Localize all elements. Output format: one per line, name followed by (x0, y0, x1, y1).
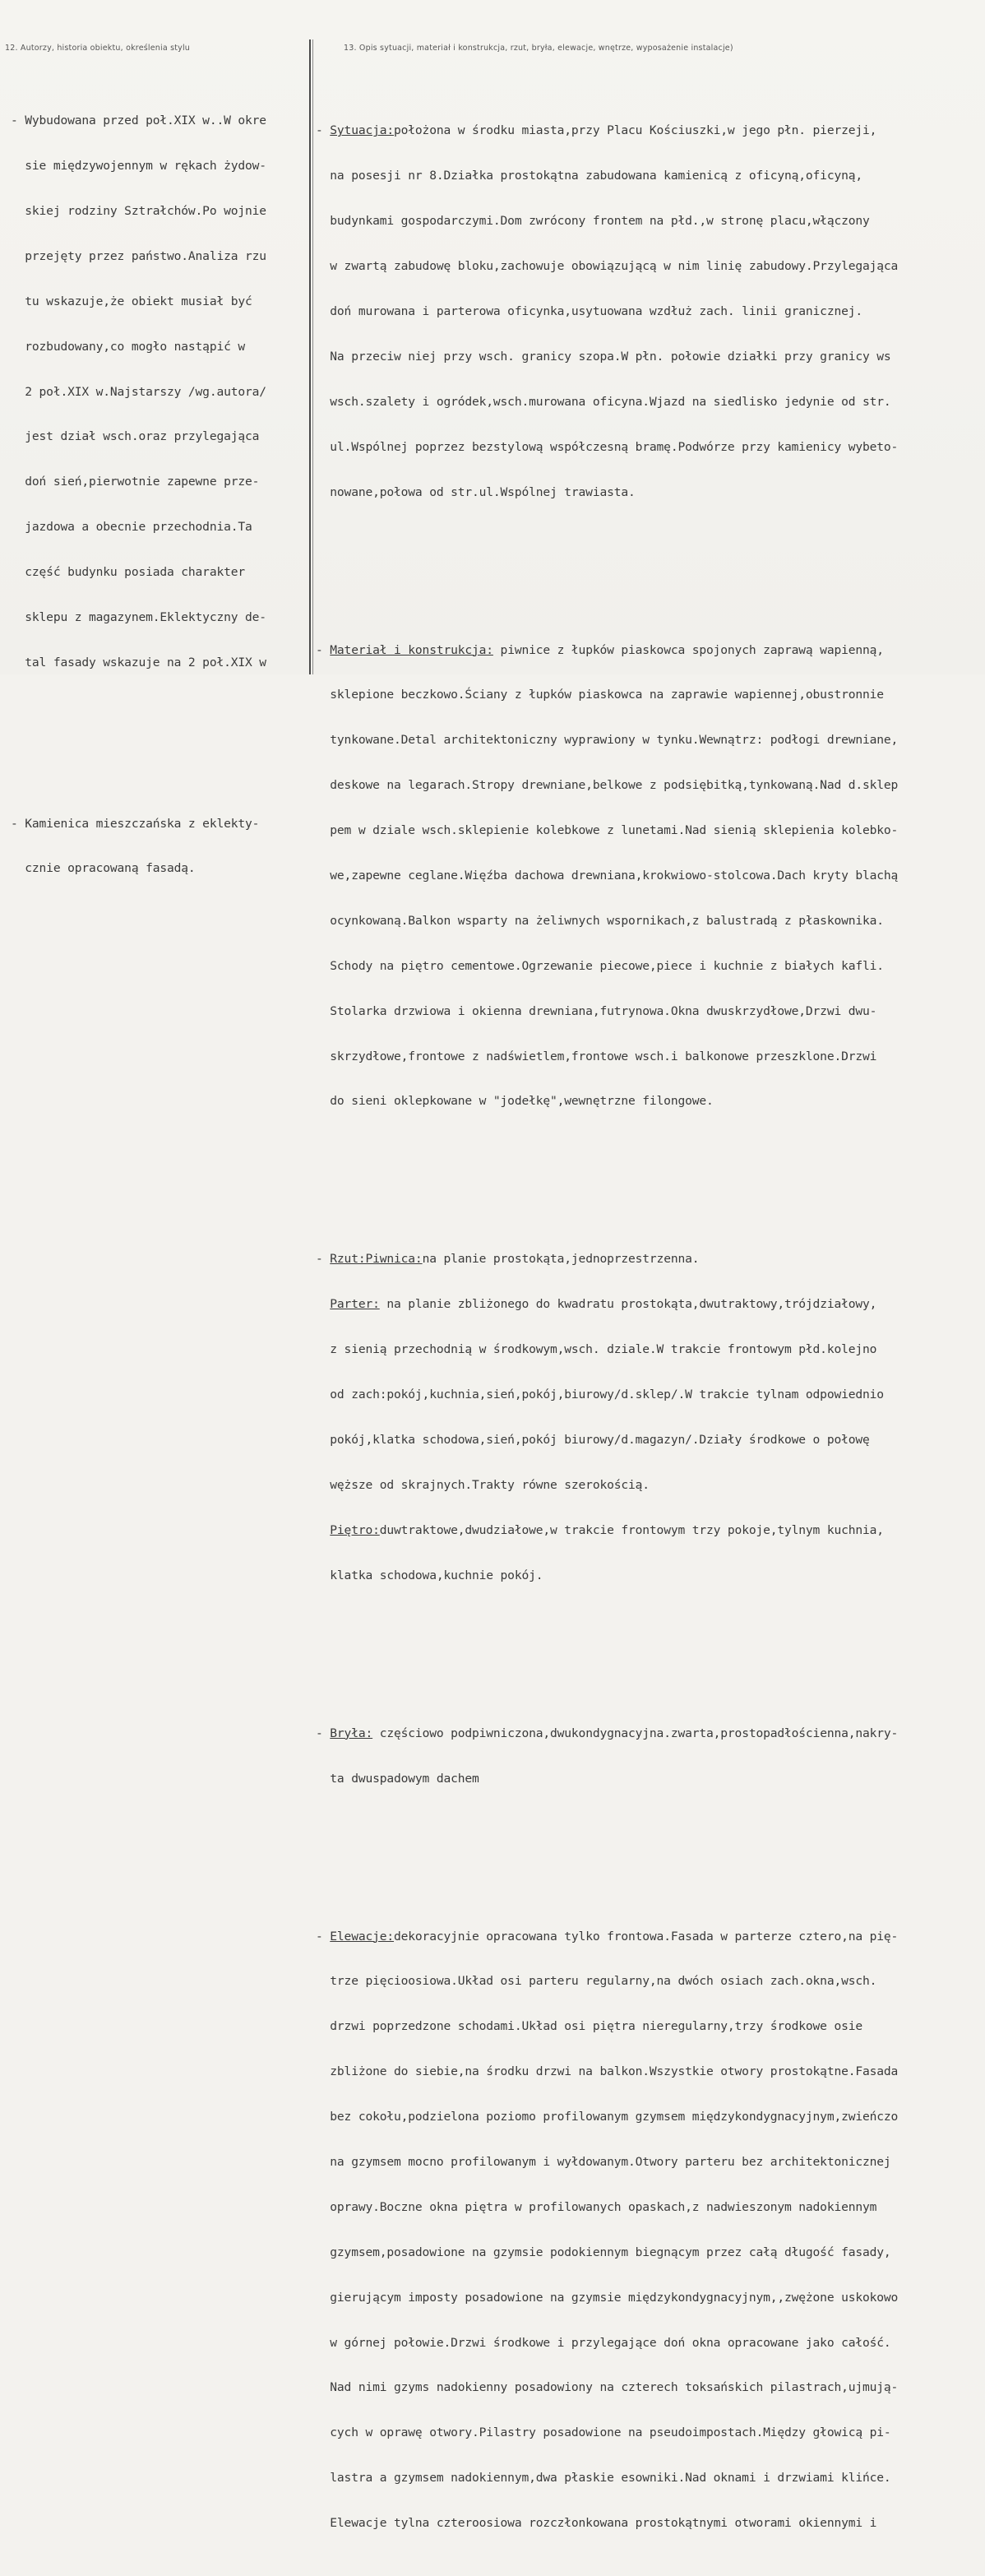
section-label-parter: Parter: (330, 1297, 380, 1312)
text-line: nowane,połowa od str.ul.Wspólnej trawiasta. (330, 484, 636, 499)
text-line: przejęty przez państwo.Analiza rzu (11, 248, 266, 263)
text-line: jest dział wsch.oraz przylegająca (11, 429, 260, 444)
text-line: cznie opracowaną fasadą. (11, 861, 196, 876)
section-label-material: Materiał i konstrukcja: (330, 642, 493, 657)
text-line: na gzymsem mocno profilowanym i wyłdowanym.Otwory parteru bez architektonicznej (330, 2154, 891, 2169)
text-line: Schody na piętro cementowe.Ogrzewanie piecowe,piece i kuchnie z białych kafli. (330, 958, 884, 973)
text-line: rozbudowany,co mogło nastąpić w (11, 339, 245, 354)
text-line: położona w środku miasta,przy Placu Kościuszki,w jego płn. pierzeji, (394, 123, 877, 138)
section-rzut: - Rzut:Piwnica:na planie prostokąta,jednoprzestrzenna. Parter: na planie zbliżonego do kwadratu prostokąta,dwutraktowy,trójdziałowy, z sienią przechodnią w środkowym,wsch. dziale.W trakcie frontowym płd.kolejno od zach:pokój,kuchnia,sień,pokój,biurowy/d.sklep/.W trakcie tylnam odpowiednio pokój,klatka schodowa,sień,pokój biurowy/d.magazyn/.Działy środkowe o połowę węższe od skrajnych.Trakty równe szerokością. Piętro:duwtraktowe,dwudziałowe,w trakcie frontowym trzy pokoje,tylnym kuchnia, klatka schodowa,kuchnie pokój. (316, 1222, 983, 1614)
column-divider (309, 39, 311, 674)
text-line: trze pięcioosiowa.Układ osi parteru regularny,na dwóch osiach zach.okna,wsch. (330, 1974, 877, 1989)
text-line: pem w dziale wsch.sklepienie kolebkowe z lunetami.Nad sienią sklepienia kolebko- (330, 823, 899, 838)
section-material: - Materiał i konstrukcja: piwnice z łupków piaskowca spojonych zaprawą wapienną, sklepione beczkowo.Ściany z łupków piaskowca na zaprawie wapiennej,obustronnie tynkowane.Detal architektoniczny wyprawiony w tynku.Wewnątrz: podłogi drewniane, deskowe na legarach.Stropy drewniane,belkowe z podsiębitką,tynkowaną.Nad d.sklep pem w dziale wsch.sklepienie kolebkowe z lunetami.Nad sienią sklepienia kolebko- we,zapewne ceglane.Więźba dachowa drewniana,krokwiowo-stolcowa.Dach kryty blachą ocynkowaną.Balkon wsparty na żeliwnych wspornikach,z balustradą z płaskownika. Schody na piętro cementowe.Ogrzewanie piecowe,piece i kuchnie z białych kafli. Stolarka drzwiowa i okienna drewniana,futrynowa.Okna dwuskrzydłowe,Drzwi dwu- skrzydłowe,frontowe z nadświetlem,frontowe wsch.i balkonowe przeszklone.Drzwi do sieni oklepkowane w "jodełkę",wewnętrzne filongowe. (316, 613, 983, 1139)
text-line: wsch.szalety i ogródek,wsch.murowana oficyna.Wjazd na siedlisko jedynie od str. (330, 394, 891, 409)
left-column-text (11, 53, 307, 922)
section-label-bryla: Bryła: (330, 1726, 373, 1740)
text-line: Stolarka drzwiowa i okienna drewniana,futrynowa.Okna dwuskrzydłowe,Drzwi dwu- (330, 1003, 877, 1018)
text-line: gierującym imposty posadowione na gzymsie międzykondygnacyjnym,,zwężone uskokowo (330, 2290, 899, 2305)
left-paragraph-history (11, 84, 307, 701)
text-line: 2 poł.XIX w.Najstarszy /wg.autora/ (11, 384, 266, 399)
text-line: ocynkowaną.Balkon wsparty na żeliwnych wspornikach,z balustradą z płaskownika. (330, 913, 884, 928)
text-line: zbliżone do siebie,na środku drzwi na balkon.Wszystkie otwory prostokątne.Fasada (330, 2064, 899, 2079)
text-line: tal fasady wskazuje na 2 poł.XIX w (11, 655, 266, 669)
section-sytuacja: - Sytuacja:położona w środku miasta,przy Placu Kościuszki,w jego płn. pierzeji, na posesji nr 8.Działka prostokątna zabudowana kamienicą z oficyną,oficyną, budynkami gospodarczymi.Dom zwrócony frontem na płd.,w stronę placu,włączony w zwartą zabudowę bloku,zachowuje obowiązującą w nim linię zabudowy.Przylegająca doń murowana i parterowa oficynka,usytuowana wzdłuż zach. linii granicznej. Na przeciw niej przy wsch. granicy szopa.W płn. połowie działki przy granicy ws wsch.szalety i ogródek,wsch.murowana oficyna.Wjazd na siedlisko jedynie od str. ul.Wspólnej poprzez bezstylową współczesną bramę.Podwórze przy kamienicy wybeto- nowane,połowa od str.ul.Wspólnej trawiasta. (316, 94, 983, 530)
text-line: w górnej połowie.Drzwi środkowe i przylegające doń okna opracowane jako całość. (330, 2335, 891, 2350)
text-line: Na przeciw niej przy wsch. granicy szopa.W płn. połowie działki przy granicy ws (330, 349, 891, 364)
text-line: gzymsem,posadowione na gzymsie podokiennym biegnącym przez całą długość fasady, (330, 2245, 891, 2259)
text-line: na posesji nr 8.Działka prostokątna zabudowana kamienicą z oficyną,oficyną, (330, 169, 862, 183)
text-line: ta dwuspadowym dachem (330, 1771, 479, 1786)
text-line: deskowe na legarach.Stropy drewniane,belkowe z podsiębitką,tynkowaną.Nad d.sklep (330, 778, 899, 793)
left-paragraph-style (11, 786, 307, 906)
text-line: lastra a gzymsem nadokiennym,dwa płaskie esowniki.Nad oknami i drzwiami klińce. (330, 2471, 891, 2486)
text-line: - Kamienica mieszczańska z eklekty- (11, 816, 260, 831)
text-line: z sienią przechodnią w środkowym,wsch. dziale.W trakcie frontowym płd.kolejno (330, 1342, 877, 1357)
text-line: budynkami gospodarczymi.Dom zwrócony frontem na płd.,w stronę placu,włączony (330, 214, 870, 229)
section-bryla: - Bryła: częściowo podpiwniczona,dwukondygnacyjna.zwarta,prostopadłościenna,nakry- ta dwuspadowym dachem (316, 1696, 983, 1816)
text-line: klatka schodowa,kuchnie pokój. (330, 1568, 543, 1582)
right-column-header: 13. Opis sytuacji, materiał i konstrukcja, rzut, bryła, elewacje, wnętrze, wyposażenie instalacje) (344, 44, 733, 53)
text-line: - Wybudowana przed poł.XIX w..W okre (11, 114, 266, 128)
text-line: jazdowa a obecnie przechodnia.Ta (11, 520, 252, 535)
text-line: sie międzywojennym w rękach żydow- (11, 159, 266, 174)
section-elewacje: - Elewacje:dekoracyjnie opracowana tylko frontowa.Fasada w parterze cztero,na pię- trze pięcioosiowa.Układ osi parteru regularny,na dwóch osiach zach.okna,wsch. drzwi poprzedzone schodami.Układ osi piętra nieregularny,trzy środkowe osie zbliżone do siebie,na środku drzwi na balkon.Wszystkie otwory prostokątne.Fasada bez cokołu,podzielona poziomo profilowanym gzymsem międzykondygnacyjnym,zwieńczo na gzymsem mocno profilowanym i wyłdowanym.Otwory parteru bez architektonicznej oprawy.Boczne okna piętra w profilowanych opaskach,z nadwieszonym nadokiennym gzymsem,posadowione na gzymsie podokiennym biegnącym przez całą długość fasady, gierującym imposty posadowione na gzymsie międzykondygnacyjnym,,zwężone uskokowo w górnej połowie.Drzwi środkowe i przylegające doń okna opracowane jako całość. Nad nimi gzyms nadokienny posadowiony na czterech toksańskich pilastrach,ujmują- cych w oprawę otwory.Pilastry posadowione na pseudoimpostach.Między głowicą pi- lastra a gzymsem nadokiennym,dwa płaskie esowniki.Nad oknami i drzwiami klińce. Elewacje tylna czteroosiowa rozczłonkowana prostokątnymi otworami okiennymi i (316, 1899, 983, 2561)
text-line: dekoracyjnie opracowana tylko frontowa.Fasada w parterze cztero,na pię- (394, 1929, 899, 1944)
section-label-elewacje: Elewacje: (330, 1929, 395, 1944)
text-line: cych w oprawę otwory.Pilastry posadowione na pseudoimpostach.Między głowicą pi- (330, 2425, 891, 2440)
right-column-text (316, 49, 983, 2576)
text-line: pokój,klatka schodowa,sień,pokój biurowy/d.magazyn/.Działy środkowe o połowę (330, 1433, 870, 1448)
text-line: bez cokołu,podzielona poziomo profilowanym gzymsem międzykondygnacyjnym,zwieńczo (330, 2110, 899, 2124)
text-line: doń sień,pierwotnie zapewne prze- (11, 475, 260, 489)
text-line: sklepione beczkowo.Ściany z łupków piaskowca na zaprawie wapiennej,obustronnie (330, 688, 884, 702)
text-line: częściowo podpiwniczona,dwukondygnacyjna.zwarta,prostopadłościenna,nakry- (372, 1726, 899, 1740)
text-line: tynkowane.Detal architektoniczny wyprawiony w tynku.Wewnątrz: podłogi drewniane, (330, 733, 899, 748)
text-line: tu wskazuje,że obiekt musiał być (11, 294, 252, 308)
text-line: na planie prostokąta,jednoprzestrzenna. (422, 1252, 700, 1267)
section-label-sytuacja: Sytuacja: (330, 123, 395, 138)
text-line: skiej rodziny Sztrałchów.Po wojnie (11, 203, 266, 218)
right-margin-line (312, 39, 313, 674)
text-line: we,zapewne ceglane.Więźba dachowa drewniana,krokwiowo-stolcowa.Dach kryty blachą (330, 869, 899, 883)
left-column-header: 12. Autorzy, historia obiektu, określenia stylu (5, 44, 191, 53)
section-label-rzut: Rzut:Piwnica: (330, 1252, 423, 1267)
text-line: na planie zbliżonego do kwadratu prostokąta,dwutraktowy,trójdziałowy, (379, 1297, 877, 1312)
text-line: w zwartą zabudowę bloku,zachowuje obowiązującą w nim linię zabudowy.Przylegająca (330, 259, 899, 274)
text-line: Elewacje tylna czteroosiowa rozczłonkowana prostokątnymi otworami okiennymi i (330, 2516, 877, 2531)
text-line: sklepu z magazynem.Eklektyczny de- (11, 609, 266, 624)
text-line: piwnice z łupków piaskowca spojonych zaprawą wapienną, (492, 642, 884, 657)
text-line: skrzydłowe,frontowe z nadświetlem,frontowe wsch.i balkonowe przeszklone.Drzwi (330, 1049, 877, 1063)
text-line: część budynku posiada charakter (11, 565, 245, 580)
text-line: od zach:pokój,kuchnia,sień,pokój,biurowy/d.sklep/.W trakcie tylnam odpowiednio (330, 1388, 884, 1402)
text-line: ul.Wspólnej poprzez bezstylową współczesną bramę.Podwórze przy kamienicy wybeto- (330, 439, 899, 454)
text-line: Nad nimi gzyms nadokienny posadowiony na czterech toksańskich pilastrach,ujmują- (330, 2380, 899, 2395)
text-line: oprawy.Boczne okna piętra w profilowanych opaskach,z nadwieszonym nadokiennym (330, 2199, 877, 2214)
text-line: drzwi poprzedzone schodami.Układ osi piętra nieregularny,trzy środkowe osie (330, 2019, 862, 2034)
text-line: duwtraktowe,dwudziałowe,w trakcie frontowym trzy pokoje,tylnym kuchnia, (379, 1522, 884, 1537)
text-line: doń murowana i parterowa oficynka,usytuowana wzdłuż zach. linii granicznej. (330, 304, 862, 319)
section-label-pietro: Piętro: (330, 1522, 380, 1537)
text-line: do sieni oklepkowane w "jodełkę",wewnętrzne filongowe. (330, 1094, 714, 1109)
text-line: węższe od skrajnych.Trakty równe szerokością. (330, 1477, 650, 1492)
